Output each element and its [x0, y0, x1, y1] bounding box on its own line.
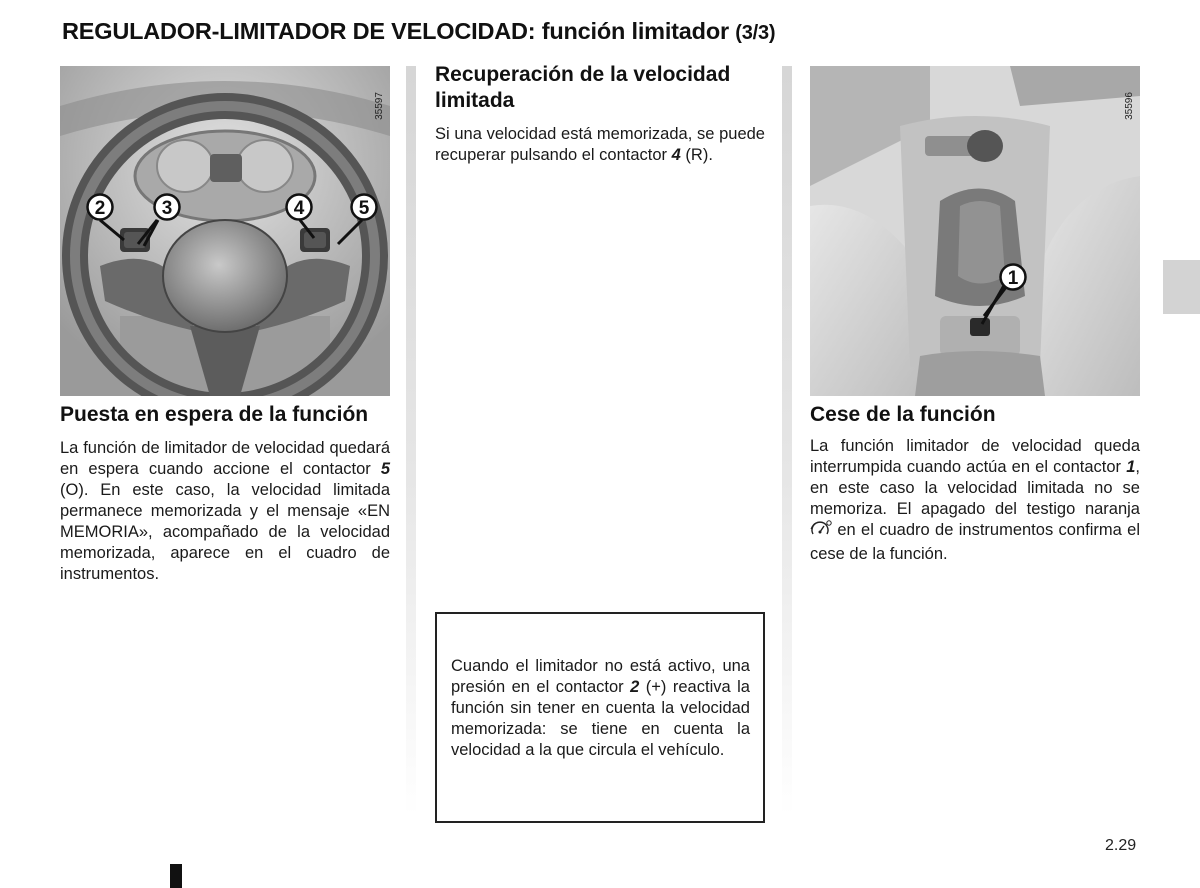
callout-2	[88, 195, 113, 220]
callout-4	[287, 195, 312, 220]
contactor-ref-1: 1	[1126, 458, 1136, 476]
section-stop-body	[810, 436, 1140, 565]
page-title-suffix: (3/3)	[735, 22, 776, 44]
callout-1	[1001, 265, 1026, 290]
section-standby-heading: Puesta en espera de la función	[60, 403, 369, 426]
svg-text:1: 1	[1007, 268, 1019, 289]
section-standby-text-rest: (O). En este caso, la velocidad limitada permanece memorizada y el mensaje «EN MEMORIA», acompañado de la velocidad memorizada, aparece en el cuadro de instrumentos.	[60, 481, 390, 583]
section-recovery-text: Si una velocidad está memorizada, se puede recuperar pulsando el contactor	[435, 125, 765, 164]
svg-text:2: 2	[94, 198, 106, 219]
steering-wheel-figure	[60, 66, 390, 396]
note-body	[451, 656, 750, 761]
callout-5	[352, 195, 377, 220]
section-recovery-heading: Recuperación de la velocidad limitada	[435, 63, 731, 112]
section-recovery-text-rest: (R).	[680, 146, 713, 164]
contactor-ref-2: 2	[630, 678, 640, 696]
section-standby	[60, 402, 390, 585]
section-standby-body	[60, 438, 390, 585]
steering-wheel-illustration	[60, 66, 390, 396]
page-number: 2.29	[1105, 837, 1137, 854]
note-text-rest: (+) reactiva la función sin tener en cuenta la velocidad memorizada: se tiene en cuenta la velocidad a la que circula el vehículo.	[451, 678, 750, 759]
column-divider-left	[406, 66, 416, 816]
svg-text:3: 3	[161, 198, 173, 219]
contactor-ref-5: 5	[380, 460, 390, 478]
callout-3	[155, 195, 180, 220]
section-recovery-body	[435, 124, 765, 166]
column-divider-right	[782, 66, 792, 816]
section-stop	[810, 402, 1140, 565]
speed-limiter-warning-icon	[810, 520, 832, 544]
page-title	[62, 18, 775, 45]
svg-text:5: 5	[358, 198, 370, 219]
section-stop-text-rest: en el cuadro de instrumentos confirma el cese de la función.	[810, 521, 1140, 563]
gear-console-illustration	[810, 66, 1140, 396]
section-stop-text: La función limitador de velocidad queda interrumpida cuando actúa en el contactor	[810, 437, 1140, 476]
section-recovery	[435, 62, 765, 166]
note-text: Cuando el limitador no está activo, una presión en el contactor	[451, 657, 750, 696]
section-stop-heading: Cese de la función	[810, 403, 996, 426]
section-stop-text-mid: , en este caso la velocidad limitada no se memoriza. El apagado del testigo naranja	[810, 458, 1140, 518]
gear-console-figure	[810, 66, 1140, 396]
chapter-tab	[1163, 260, 1200, 314]
svg-text:4: 4	[293, 198, 305, 219]
section-standby-text: La función de limitador de velocidad quedará en espera cuando accione el contactor	[60, 439, 390, 478]
contactor-ref-4: 4	[671, 146, 681, 164]
figure-code-35597: 35597	[374, 92, 385, 120]
note-box	[435, 612, 765, 823]
crop-mark	[170, 864, 182, 888]
figure-code-35596: 35596	[1124, 92, 1135, 120]
page-title-main: REGULADOR-LIMITADOR DE VELOCIDAD: función limitador	[62, 18, 729, 44]
